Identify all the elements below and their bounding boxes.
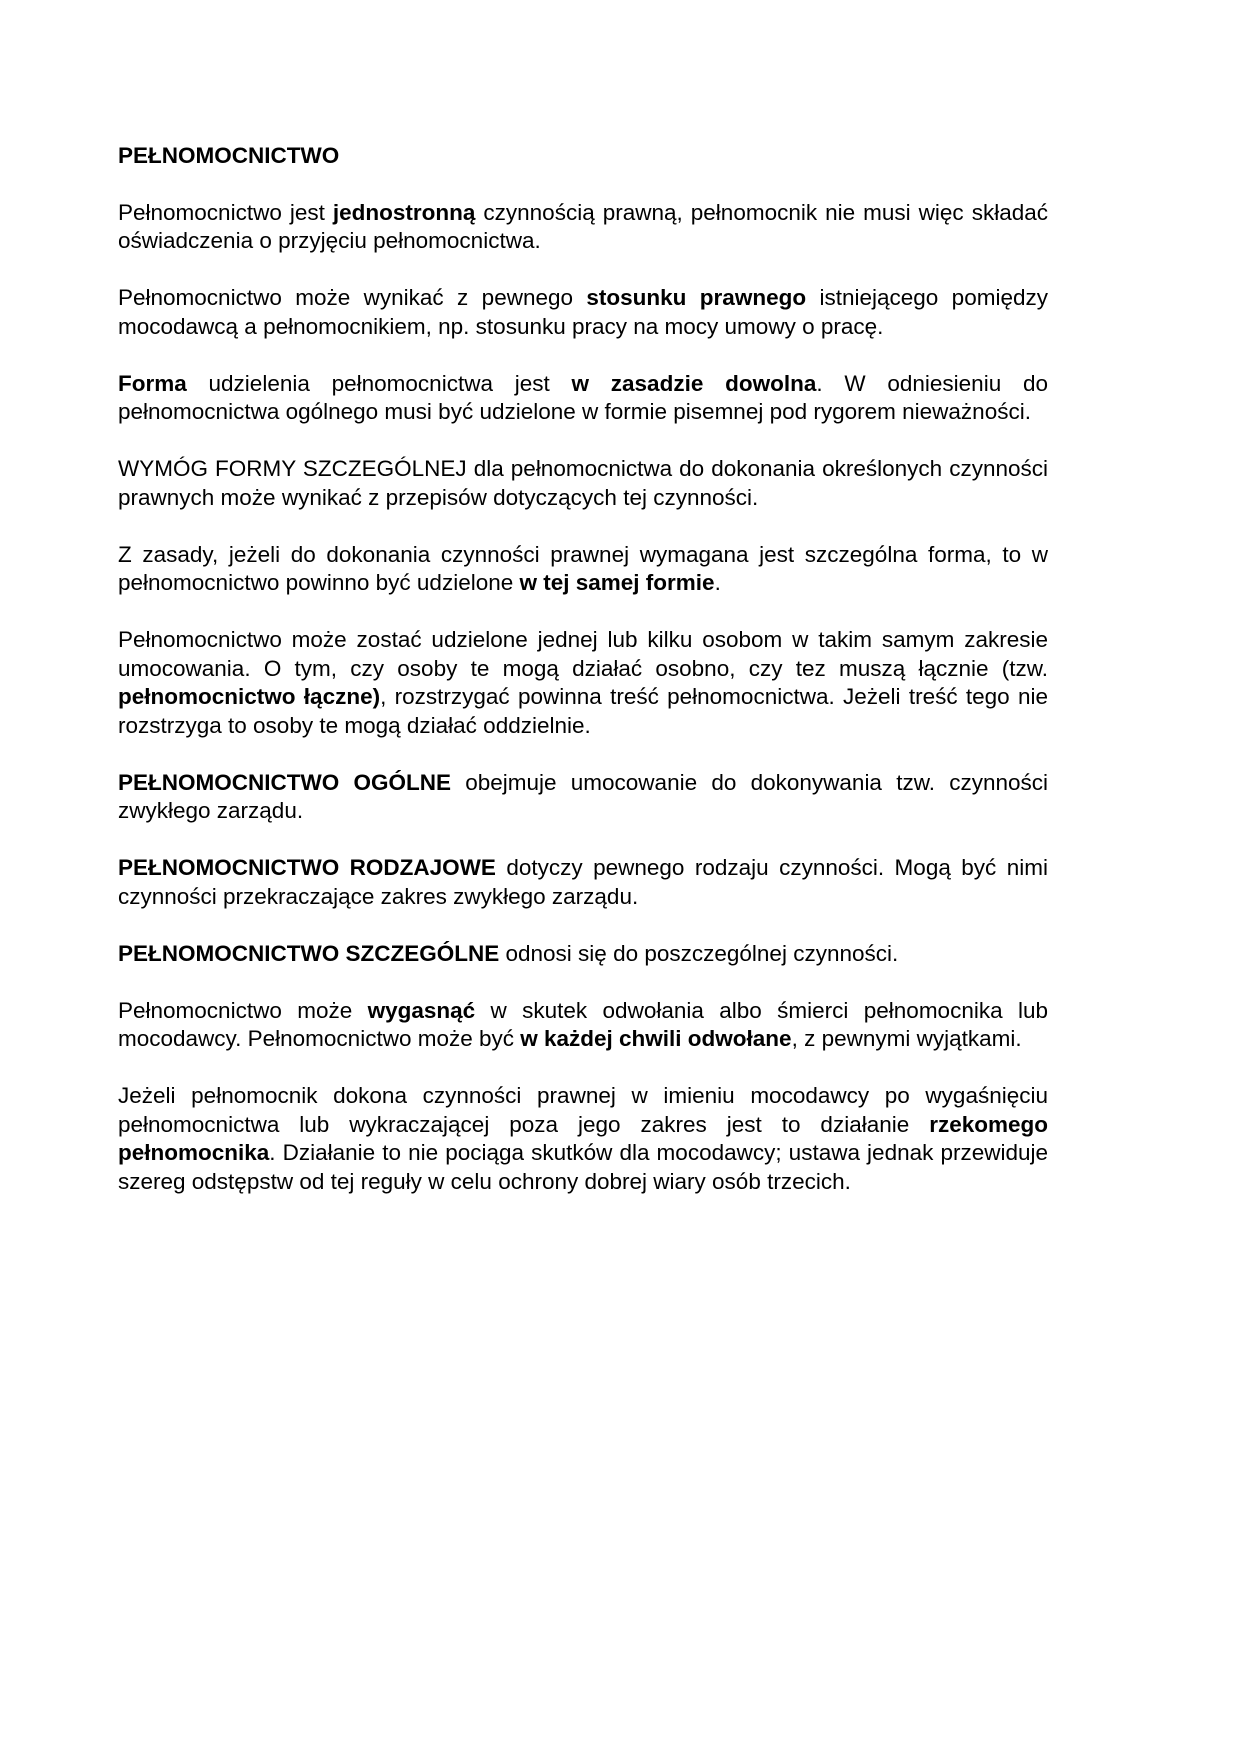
paragraph xyxy=(118,854,1048,911)
text-run: dotyczy pewnego rodzaju czynności. Mogą być nimi czynności przekraczające zakres zwykłego zarządu. xyxy=(118,855,1048,909)
paragraph xyxy=(118,455,1048,512)
text-run: Pełnomocnictwo może wynikać z pewnego xyxy=(118,285,587,310)
text-run: istniejącego pomiędzy mocodawcą a pełnomocnikiem, np. stosunku pracy na mocy umowy o pracę. xyxy=(118,285,1048,339)
text-run: czynnością prawną, pełnomocnik nie musi więc składać oświadczenia o przyjęciu pełnomocnictwa. xyxy=(118,199,1048,253)
bold-text: stosunku prawnego xyxy=(586,285,807,310)
paragraph xyxy=(118,997,1048,1054)
paragraph xyxy=(118,284,1048,341)
text-run: WYMÓG FORMY SZCZEGÓLNEJ dla pełnomocnictwa do dokonania określonych czynności prawnych może wynikać z przepisów dotyczących tej czynności. xyxy=(118,456,1048,510)
bold-text: PEŁNOMOCNICTWO RODZAJOWE xyxy=(118,855,496,880)
bold-text: jednostronną xyxy=(332,199,476,225)
text-run: odnosi się do poszczególnej czynności. xyxy=(499,940,899,966)
paragraph xyxy=(118,199,1048,256)
text-run: . xyxy=(714,570,721,595)
text-run: Pełnomocnictwo jest xyxy=(118,199,333,225)
bold-text: rzekomego pełnomocnika xyxy=(118,1111,1048,1165)
paragraph xyxy=(118,370,1048,427)
bold-text: w zasadzie dowolna xyxy=(571,370,817,396)
bold-text: wygasnąć xyxy=(367,997,476,1023)
bold-text: Forma xyxy=(118,370,187,396)
bold-text: PEŁNOMOCNICTWO SZCZEGÓLNE xyxy=(118,940,500,966)
document-title: PEŁNOMOCNICTWO xyxy=(118,143,340,168)
bold-text: PEŁNOMOCNICTWO OGÓLNE xyxy=(118,769,451,795)
bold-text: w każdej chwili odwołane xyxy=(520,1026,792,1051)
document-body xyxy=(118,199,1048,1197)
paragraph xyxy=(118,626,1048,740)
text-run: w skutek odwołania albo śmierci pełnomocnika lub mocodawcy. Pełnomocnictwo może być xyxy=(118,997,1048,1051)
text-run: Pełnomocnictwo może zostać udzielone jednej lub kilku osobom w takim samym zakresie umocowania. O tym, czy osoby te mogą działać osobno, czy tez muszą łącznie (tzw. xyxy=(118,627,1048,681)
paragraph xyxy=(118,940,1048,969)
text-run: , z pewnymi wyjątkami. xyxy=(791,1026,1022,1051)
text-run: . Działanie to nie pociąga skutków dla mocodawcy; ustawa jednak przewiduje szereg odstępstw od tej reguły w celu ochrony dobrej wiary osób trzecich. xyxy=(118,1140,1048,1194)
bold-text: w tej samej formie xyxy=(519,570,715,595)
text-run: Pełnomocnictwo może xyxy=(118,997,368,1023)
paragraph xyxy=(118,769,1048,826)
paragraph xyxy=(118,541,1048,598)
text-run: Jeżeli pełnomocnik dokona czynności prawnej w imieniu mocodawcy po wygaśnięciu pełnomocnictwa lub wykraczającej poza jego zakres jest to działanie xyxy=(118,1083,1048,1137)
bold-text: pełnomocnictwo łączne) xyxy=(118,684,381,709)
paragraph xyxy=(118,1082,1048,1196)
text-run: obejmuje umocowanie do dokonywania tzw. czynności zwykłego zarządu. xyxy=(118,769,1048,823)
text-run: . W odniesieniu do pełnomocnictwa ogólnego musi być udzielone w formie pisemnej pod rygorem nieważności. xyxy=(118,370,1048,424)
text-run: , rozstrzygać powinna treść pełnomocnictwa. Jeżeli treść tego nie rozstrzyga to osoby te mogą działać oddzielnie. xyxy=(118,684,1048,738)
text-run: udzielenia pełnomocnictwa jest xyxy=(186,370,572,396)
document-page xyxy=(118,142,1048,1225)
text-run: Z zasady, jeżeli do dokonania czynności prawnej wymagana jest szczególna forma, to w pełnomocnictwo powinno być udzielone xyxy=(118,541,1048,595)
